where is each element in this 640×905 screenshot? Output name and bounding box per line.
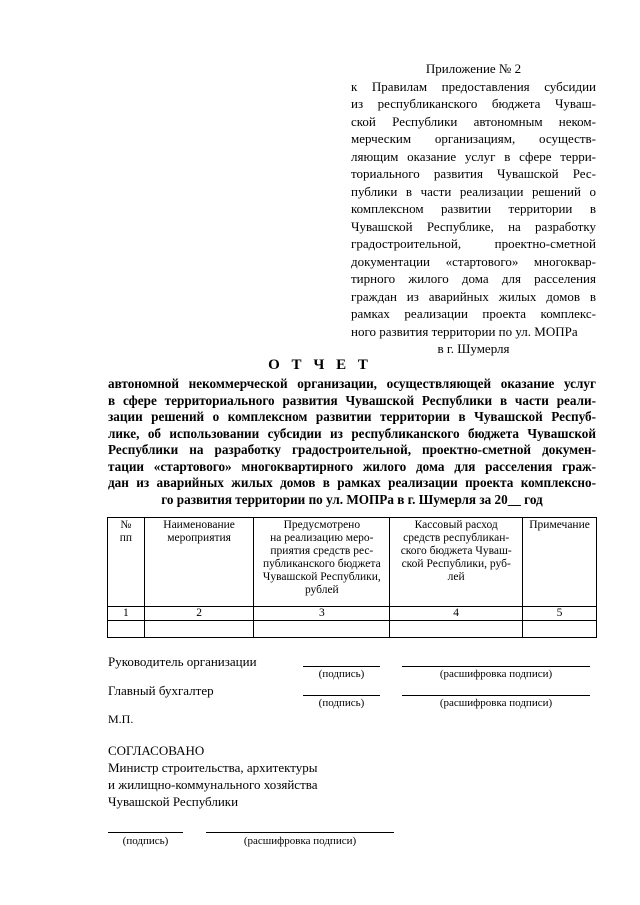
agreed-line: Министр строительства, архитектуры [108,760,318,775]
agreed-title: СОГЛАСОВАНО [108,743,205,758]
agreed-block [108,742,318,810]
decode-caption: (расшифровка подписи) [439,697,553,709]
appendix-line: ской Республики автономным неком- [351,113,596,129]
appendix-last-line: в г. Шумерля [437,341,510,356]
table-cell [523,621,597,638]
signature-caption: (подпись) [318,668,365,680]
appendix-line: ляющим оказание услуг в сфере терри- [351,148,596,164]
seal-label: М.П. [108,712,134,726]
column-number: 5 [523,607,597,621]
appendix-block [351,60,596,358]
table-cell [390,621,523,638]
report-subtitle-line: зации решений о комплексном развитии территории в Чувашской Респуб- [108,409,596,424]
agreed-line: и жилищно-коммунального хозяйства [108,777,318,792]
appendix-line: публики в части реализации решений о [351,183,596,199]
report-subtitle-line: Республики на разработку градостроительной, проектно-сметной докумен- [108,442,596,457]
report-subtitle-line: го развития территории по ул. МОПРа в г. Шумерля за 20__ год [161,491,543,507]
head-label: Руководитель организации [108,654,257,669]
appendix-line: граждан из аварийных жилых домов в [351,288,596,304]
table-cell [108,621,145,638]
appendix-line: ного развития территории по ул. МОПРа [351,323,578,339]
header-cell-number: № пп [108,518,145,607]
table-header-row [108,518,597,607]
appendix-line: ториального развития Чувашской Рес- [351,166,596,181]
appendix-title: Приложение № 2 [425,61,522,76]
appendix-line: комплексном развитии территории в [351,201,596,216]
appendix-line: мерческим организациям, осуществ- [351,131,596,146]
column-number: 3 [254,607,390,621]
header-cell-planned: Предусмотрено на реализацию меро- приятия средств рес- публиканского бюджета Чувашской Республики, рублей [254,518,390,607]
decode-line [402,666,590,667]
header-cell-cash-expense: Кассовый расход средств республикан- ского бюджета Чуваш- ской Республики, руб- лей [390,518,523,607]
signature-line [303,666,380,667]
decode-caption: (расшифровка подписи) [439,668,553,680]
column-number: 2 [144,607,254,621]
signature-line [108,832,183,833]
signature-line [303,695,380,696]
appendix-line: градостроительной, проектно-сметной [351,236,596,251]
column-number: 4 [390,607,523,621]
table-number-row [108,607,597,621]
table-cell [144,621,254,638]
appendix-line: рамках реализации проекта комплекс- [351,306,596,321]
report-subtitle-line: автономной некоммерческой организации, осуществляющей оказание услуг [108,376,596,391]
report-subtitle-line: в сфере территориального развития Чувашской Республики в части реали- [108,392,596,408]
report-title: О Т Ч Е Т [268,357,372,373]
decode-caption: (расшифровка подписи) [243,835,357,847]
accountant-label: Главный бухгалтер [108,683,214,698]
table-row [108,621,597,638]
report-subtitle-line: лике, об использовании субсидии из республиканского бюджета Чувашской [108,425,596,441]
report-table [107,517,597,638]
signature-caption: (подпись) [122,835,169,847]
appendix-line: тирного жилого дома для расселения [351,271,596,286]
report-subtitle-line: дан из аварийных жилых домов в рамках реализации проекта комплексно- [108,475,596,490]
decode-line [402,695,590,696]
appendix-line: Чувашской Республике, на разработку [351,218,596,234]
report-subtitle [108,376,596,508]
decode-line [206,832,394,833]
appendix-line: документации «стартового» многоквар- [351,253,596,269]
appendix-line: из республиканского бюджета Чуваш- [351,96,596,111]
header-cell-name: Наименование мероприятия [144,518,254,607]
agreed-line: Чувашской Республики [108,794,239,809]
column-number: 1 [108,607,145,621]
report-subtitle-line: тации «стартового» многоквартирного жилого дома для расселения граж- [108,458,596,474]
header-cell-note: Примечание [523,518,597,607]
signature-caption: (подпись) [318,697,365,709]
table-cell [254,621,390,638]
appendix-line: к Правилам предоставления субсидии [351,78,596,94]
